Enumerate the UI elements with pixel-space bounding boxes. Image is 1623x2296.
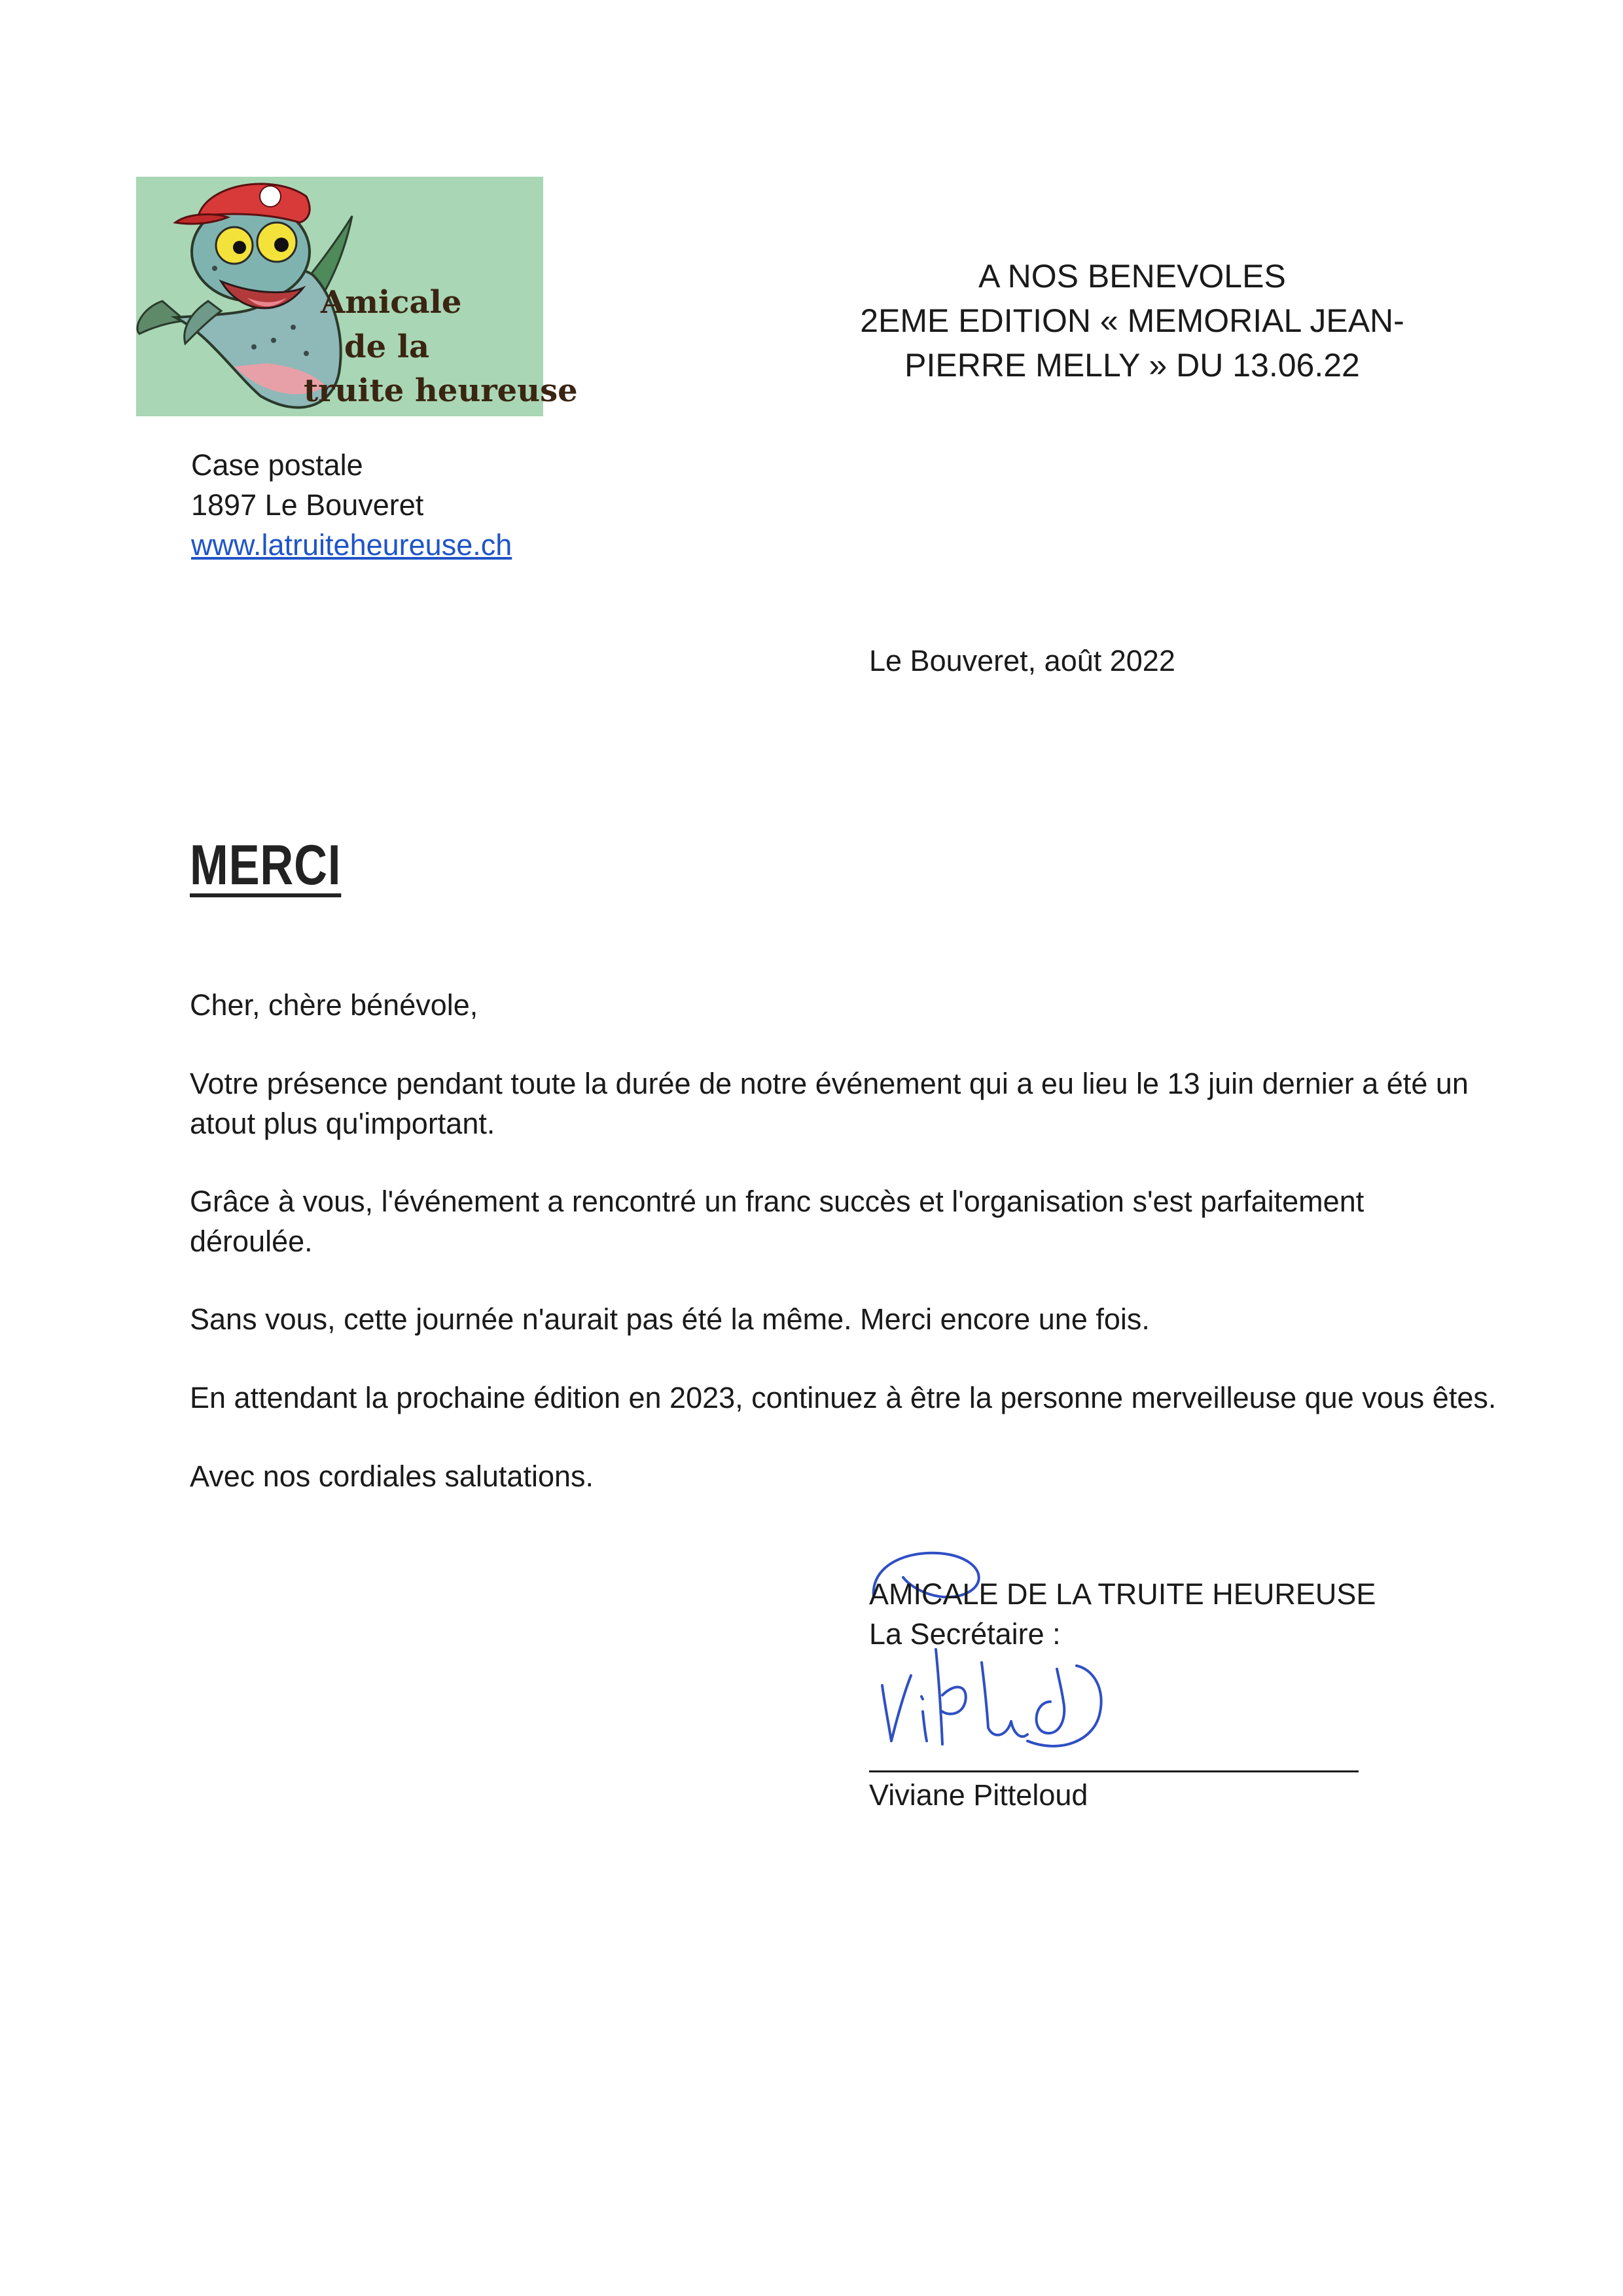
paragraph-1-line1: Votre présence pendant toute la durée de notre événement qui a eu lieu le 13 juin dernier a été un <box>190 1067 1469 1100</box>
paragraph-1 <box>190 1064 1499 1143</box>
paragraph-1-line2: atout plus qu'important. <box>190 1107 495 1140</box>
signature-role: La Secrétaire : <box>869 1617 1061 1651</box>
salutation: Cher, chère bénévole, <box>190 988 478 1022</box>
closing: Avec nos cordiales salutations. <box>190 1460 594 1493</box>
heading-line3: PIERRE MELLY » DU 13.06.22 <box>904 347 1360 384</box>
signature-block <box>869 1574 1376 1654</box>
logo <box>136 177 578 416</box>
letter-title: MERCI <box>190 834 342 897</box>
heading-line1: A NOS BENEVOLES <box>978 258 1286 295</box>
heading-line2: 2EME EDITION « MEMORIAL JEAN- <box>860 302 1404 339</box>
logo-text-line1: Amicale <box>321 284 462 321</box>
paragraph-2 <box>190 1181 1499 1261</box>
paragraph-4: En attendant la prochaine édition en 2023, continuez à être la personne merveilleuse que vous êtes. <box>190 1381 1497 1414</box>
signatory-name: Viviane Pitteloud <box>869 1778 1088 1812</box>
signature-line <box>869 1770 1359 1772</box>
paragraph-3: Sans vous, cette journée n'aurait pas été la même. Merci encore une fois. <box>190 1302 1150 1336</box>
paragraph-2-line2: déroulée. <box>190 1225 313 1258</box>
logo-text-line3: truite heureuse <box>304 372 578 409</box>
website-link[interactable]: www.latruiteheureuse.ch <box>191 528 512 562</box>
place-date: Le Bouveret, août 2022 <box>869 644 1175 677</box>
sender-address <box>191 445 512 565</box>
paragraph-2-line1: Grâce à vous, l'événement a rencontré un franc succès et l'organisation s'est parfaitement <box>190 1185 1364 1218</box>
letter-heading <box>753 254 1512 387</box>
address-line2: 1897 Le Bouveret <box>191 488 424 522</box>
signature-organization: AMICALE DE LA TRUITE HEUREUSE <box>869 1577 1376 1611</box>
address-line1: Case postale <box>191 448 363 482</box>
logo-text-line2: de la <box>344 329 430 365</box>
